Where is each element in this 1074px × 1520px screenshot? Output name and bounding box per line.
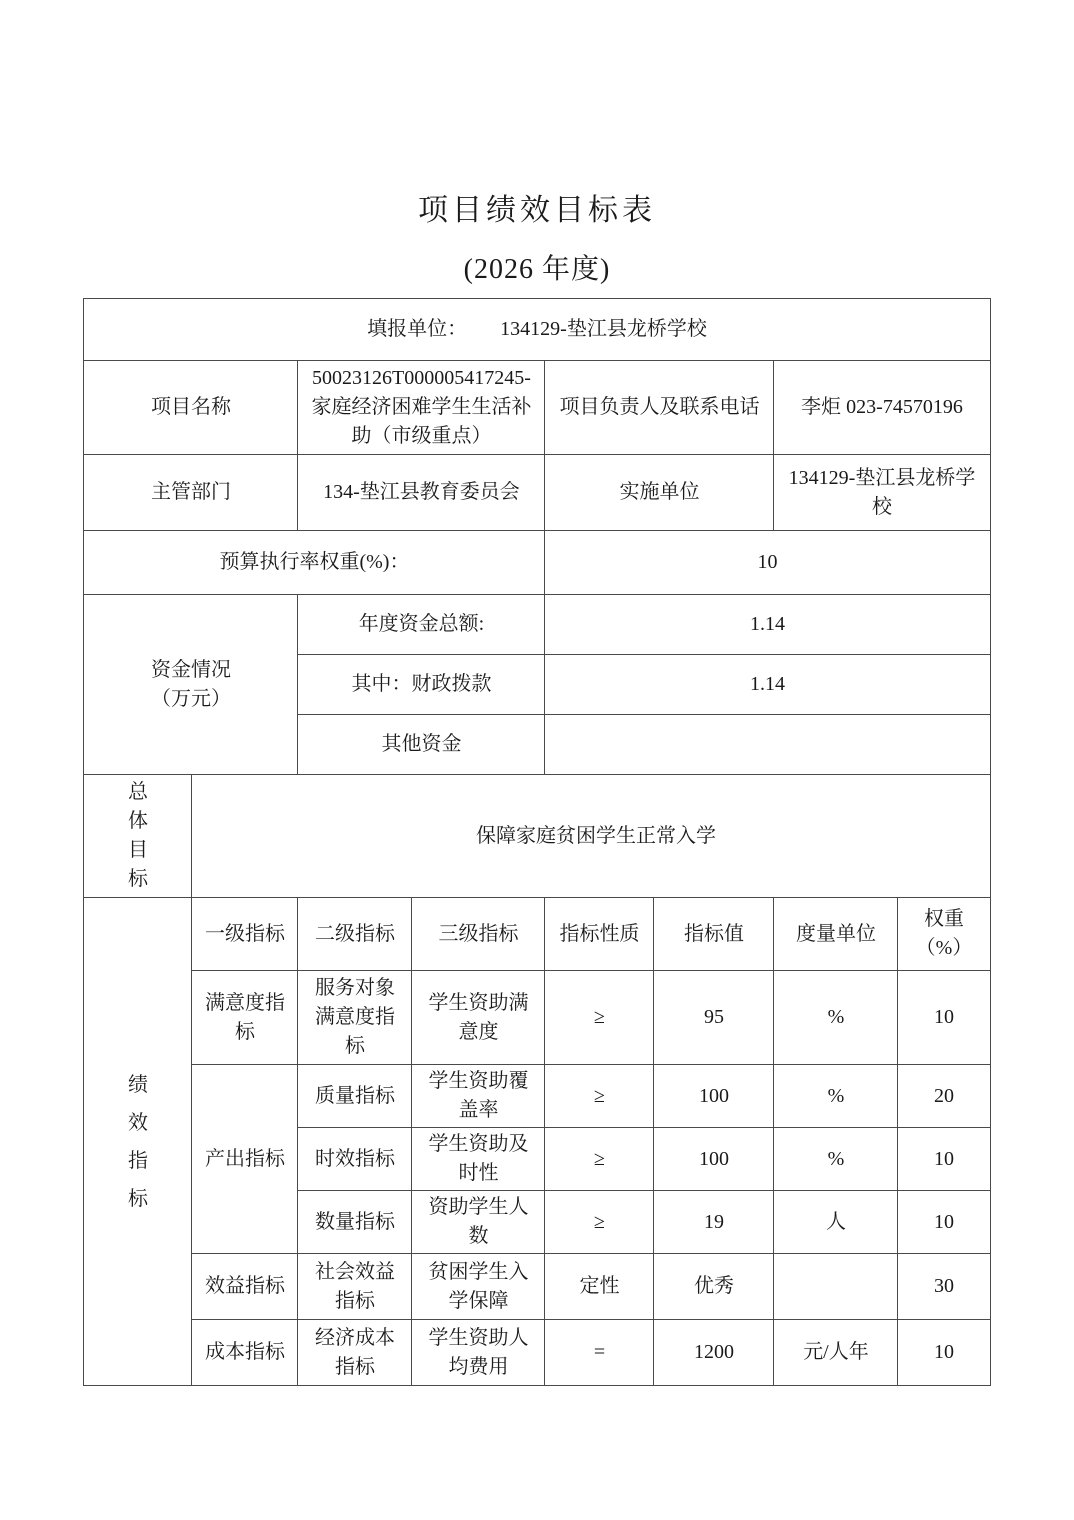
report-unit-label: 填报单位： <box>367 318 468 340</box>
table-row <box>84 1320 990 1386</box>
indicator-weight-cell: 30 <box>898 1254 990 1320</box>
indicator-level3-cell: 学生资助满意度 <box>412 971 545 1065</box>
indicator-level1-cell: 成本指标 <box>192 1320 298 1386</box>
table-row <box>84 531 990 595</box>
indicator-level2-cell: 服务对象满意度指标 <box>298 971 412 1065</box>
indicator-weight-cell: 10 <box>898 1320 990 1386</box>
table-row <box>84 1254 990 1320</box>
implementer-value-cell: 134129-垫江县龙桥学校 <box>774 455 990 531</box>
implementer-label-cell: 实施单位 <box>545 455 774 531</box>
funds-label-line1: 资金情况 <box>150 658 231 681</box>
page-title: 项目绩效目标表 <box>418 194 656 227</box>
indicator-weight-cell: 20 <box>898 1065 990 1128</box>
indicator-level2-cell: 社会效益指标 <box>298 1254 412 1320</box>
indicator-nature-cell: ≥ <box>545 971 654 1065</box>
indicator-unit-cell: 人 <box>774 1191 898 1254</box>
table-row <box>84 595 990 655</box>
department-label-cell: 主管部门 <box>84 455 298 531</box>
report-unit-cell <box>84 299 990 361</box>
page-subtitle: (2026 年度) <box>463 254 611 285</box>
indicator-level3-cell: 学生资助及时性 <box>412 1128 545 1191</box>
header-weight: 权重（%） <box>898 898 990 971</box>
manager-value-cell: 李炬 023-74570196 <box>774 361 990 455</box>
indicator-unit-cell: % <box>774 1128 898 1191</box>
table-row <box>84 1065 990 1128</box>
indicator-level3-cell: 学生资助覆盖率 <box>412 1065 545 1128</box>
table-row <box>84 361 990 455</box>
indicator-weight-cell: 10 <box>898 1191 990 1254</box>
funds-other-label-cell: 其他资金 <box>298 715 545 775</box>
table-row <box>84 299 990 361</box>
project-name-value-cell: 50023126T000005417245-家庭经济困难学生生活补助（市级重点） <box>298 361 545 455</box>
funds-total-value-cell: 1.14 <box>545 595 990 655</box>
header-level3: 三级指标 <box>412 898 545 971</box>
indicator-level3-cell: 贫困学生入学保障 <box>412 1254 545 1320</box>
indicator-weight-cell: 10 <box>898 1128 990 1191</box>
header-value: 指标值 <box>654 898 774 971</box>
performance-target-table <box>83 298 990 1386</box>
indicator-value-cell: 优秀 <box>654 1254 774 1320</box>
indicator-level2-cell: 经济成本指标 <box>298 1320 412 1386</box>
indicator-value-cell: 1200 <box>654 1320 774 1386</box>
indicator-level2-cell: 质量指标 <box>298 1065 412 1128</box>
table-row <box>84 775 990 898</box>
project-name-label-cell: 项目名称 <box>84 361 298 455</box>
indicator-value-cell: 100 <box>654 1128 774 1191</box>
indicator-nature-cell: = <box>545 1320 654 1386</box>
funds-fiscal-label-cell: 其中：财政拨款 <box>298 655 545 715</box>
funds-fiscal-value-cell: 1.14 <box>545 655 990 715</box>
budget-rate-value-cell: 10 <box>545 531 990 595</box>
header-level1: 一级指标 <box>192 898 298 971</box>
indicator-level1-cell: 产出指标 <box>192 1065 298 1254</box>
manager-label-cell: 项目负责人及联系电话 <box>545 361 774 455</box>
indicator-nature-cell: ≥ <box>545 1065 654 1128</box>
indicator-unit-cell: % <box>774 971 898 1065</box>
indicator-level3-cell: 资助学生人数 <box>412 1191 545 1254</box>
funds-total-label-cell: 年度资金总额: <box>298 595 545 655</box>
header-nature: 指标性质 <box>545 898 654 971</box>
funds-label-cell <box>84 595 298 775</box>
indicator-nature-cell: 定性 <box>545 1254 654 1320</box>
funds-other-value-cell <box>545 715 990 775</box>
indicator-weight-cell: 10 <box>898 971 990 1065</box>
indicator-value-cell: 95 <box>654 971 774 1065</box>
budget-rate-label-cell: 预算执行率权重(%)： <box>84 531 545 595</box>
header-unit: 度量单位 <box>774 898 898 971</box>
indicator-level2-cell: 数量指标 <box>298 1191 412 1254</box>
indicators-section-label-cell <box>84 898 192 1386</box>
indicator-nature-cell: ≥ <box>545 1191 654 1254</box>
table-row <box>84 898 990 971</box>
indicator-unit-cell: 元/人年 <box>774 1320 898 1386</box>
overall-goal-value-cell: 保障家庭贫困学生正常入学 <box>192 775 990 898</box>
department-value-cell: 134-垫江县教育委员会 <box>298 455 545 531</box>
overall-goal-label: 总体目标 <box>127 781 148 890</box>
funds-label-line2: （万元） <box>150 687 231 710</box>
indicator-level2-cell: 时效指标 <box>298 1128 412 1191</box>
indicator-level1-cell: 满意度指标 <box>192 971 298 1065</box>
indicator-unit-cell: % <box>774 1065 898 1128</box>
indicator-unit-cell <box>774 1254 898 1320</box>
table-row <box>84 455 990 531</box>
indicator-nature-cell: ≥ <box>545 1128 654 1191</box>
header-level2: 二级指标 <box>298 898 412 971</box>
report-unit-value: 134129-垫江县龙桥学校 <box>500 318 707 340</box>
table-row <box>84 971 990 1065</box>
indicator-value-cell: 100 <box>654 1065 774 1128</box>
indicator-level1-cell: 效益指标 <box>192 1254 298 1320</box>
indicators-section-label: 绩效指标 <box>127 1073 148 1210</box>
overall-goal-label-cell <box>84 775 192 898</box>
indicator-value-cell: 19 <box>654 1191 774 1254</box>
indicator-level3-cell: 学生资助人均费用 <box>412 1320 545 1386</box>
